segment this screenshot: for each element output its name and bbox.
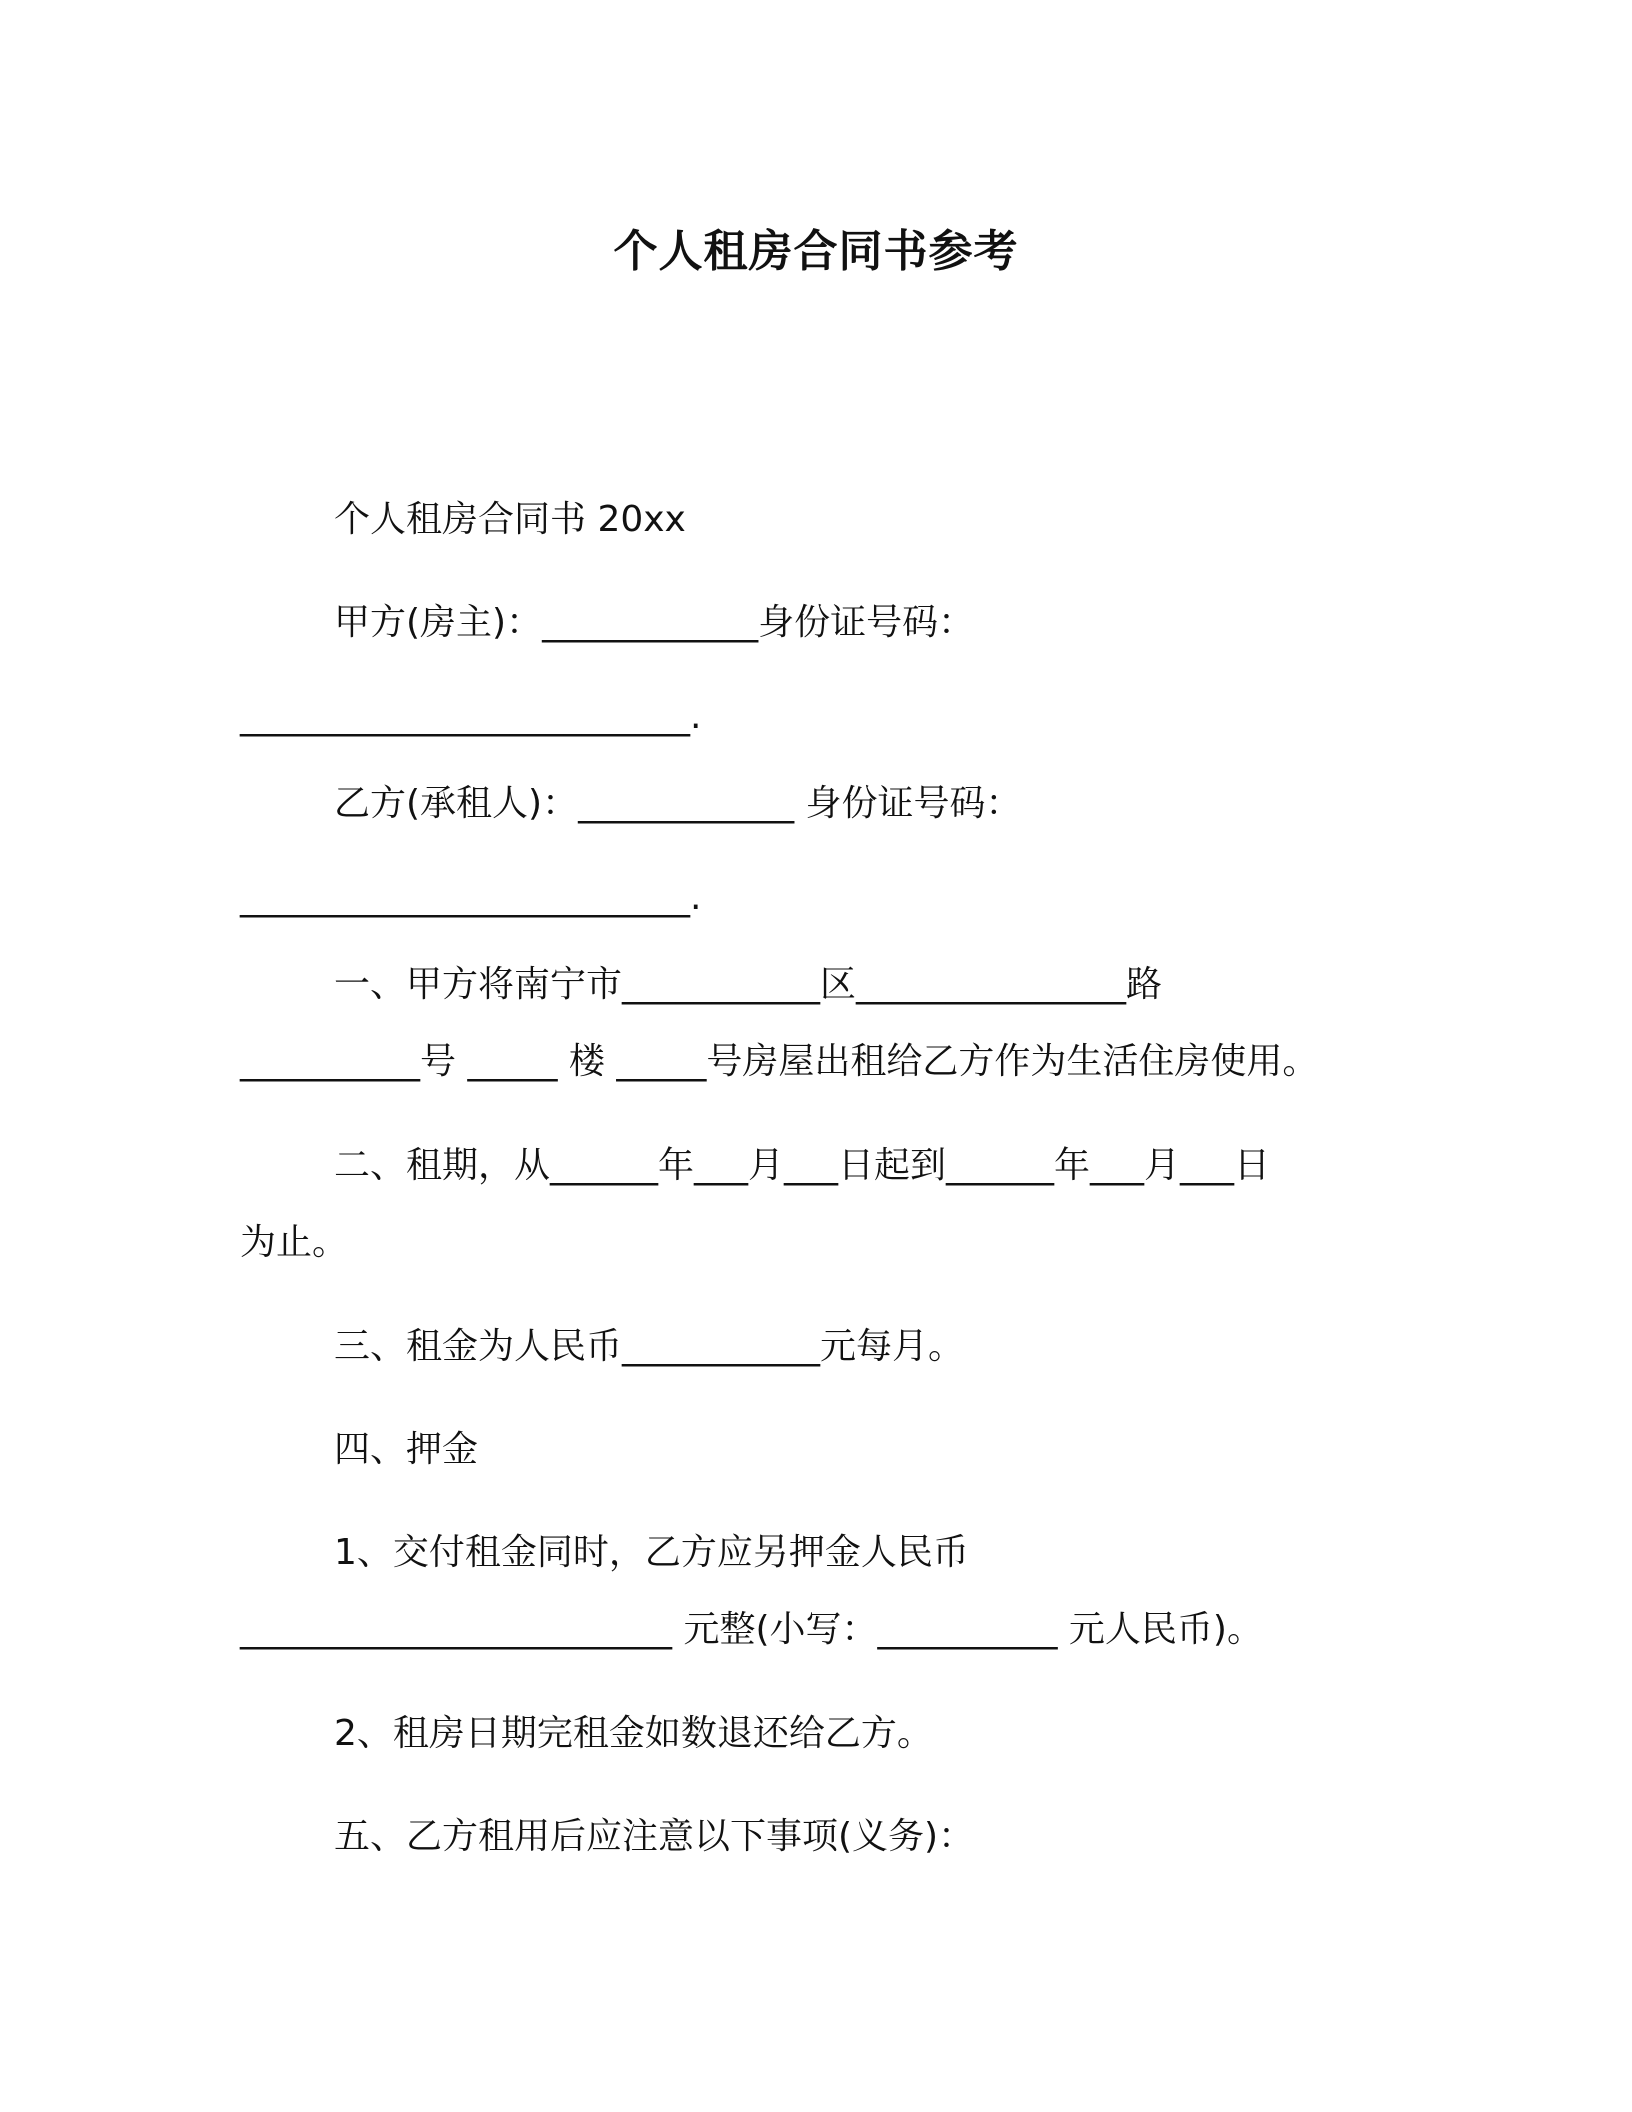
party-a-line: 甲方(房主)：____________身份证号码： [334,602,975,643]
clause-2-line-1: 二、租期，从______年___月___日起到______年___月___日 [334,1145,1271,1186]
document-title: 个人租房合同书参考 [613,226,1019,277]
deposit-item-1-line-1: 1、交付租金同时，乙方应另押金人民币 [334,1532,969,1573]
party-b-line: 乙方(承租人)：____________ 身份证号码： [334,783,1022,824]
party-b-id-blank: _________________________. [240,877,702,918]
clause-1-line-2: __________号 _____ 楼 _____号房屋出租给乙方作为生活住房使用。 [240,1041,1319,1082]
contract-heading-line: 个人租房合同书 20xx [334,499,686,540]
clause-1-line-1: 一、甲方将南宁市___________区_______________路 [334,964,1163,1005]
clause-2-line-2: 为止。 [240,1222,349,1263]
deposit-item-2-line: 2、租房日期完租金如数退还给乙方。 [334,1713,933,1754]
clause-3-line: 三、租金为人民币___________元每月。 [334,1326,965,1367]
party-a-id-blank: _________________________. [240,696,702,737]
clause-5-heading: 五、乙方租用后应注意以下事项(义务)： [334,1816,975,1857]
clause-4-heading: 四、押金 [334,1429,479,1470]
deposit-item-1-line-2: ________________________ 元整(小写：__________ 元人民币)。 [240,1609,1263,1650]
